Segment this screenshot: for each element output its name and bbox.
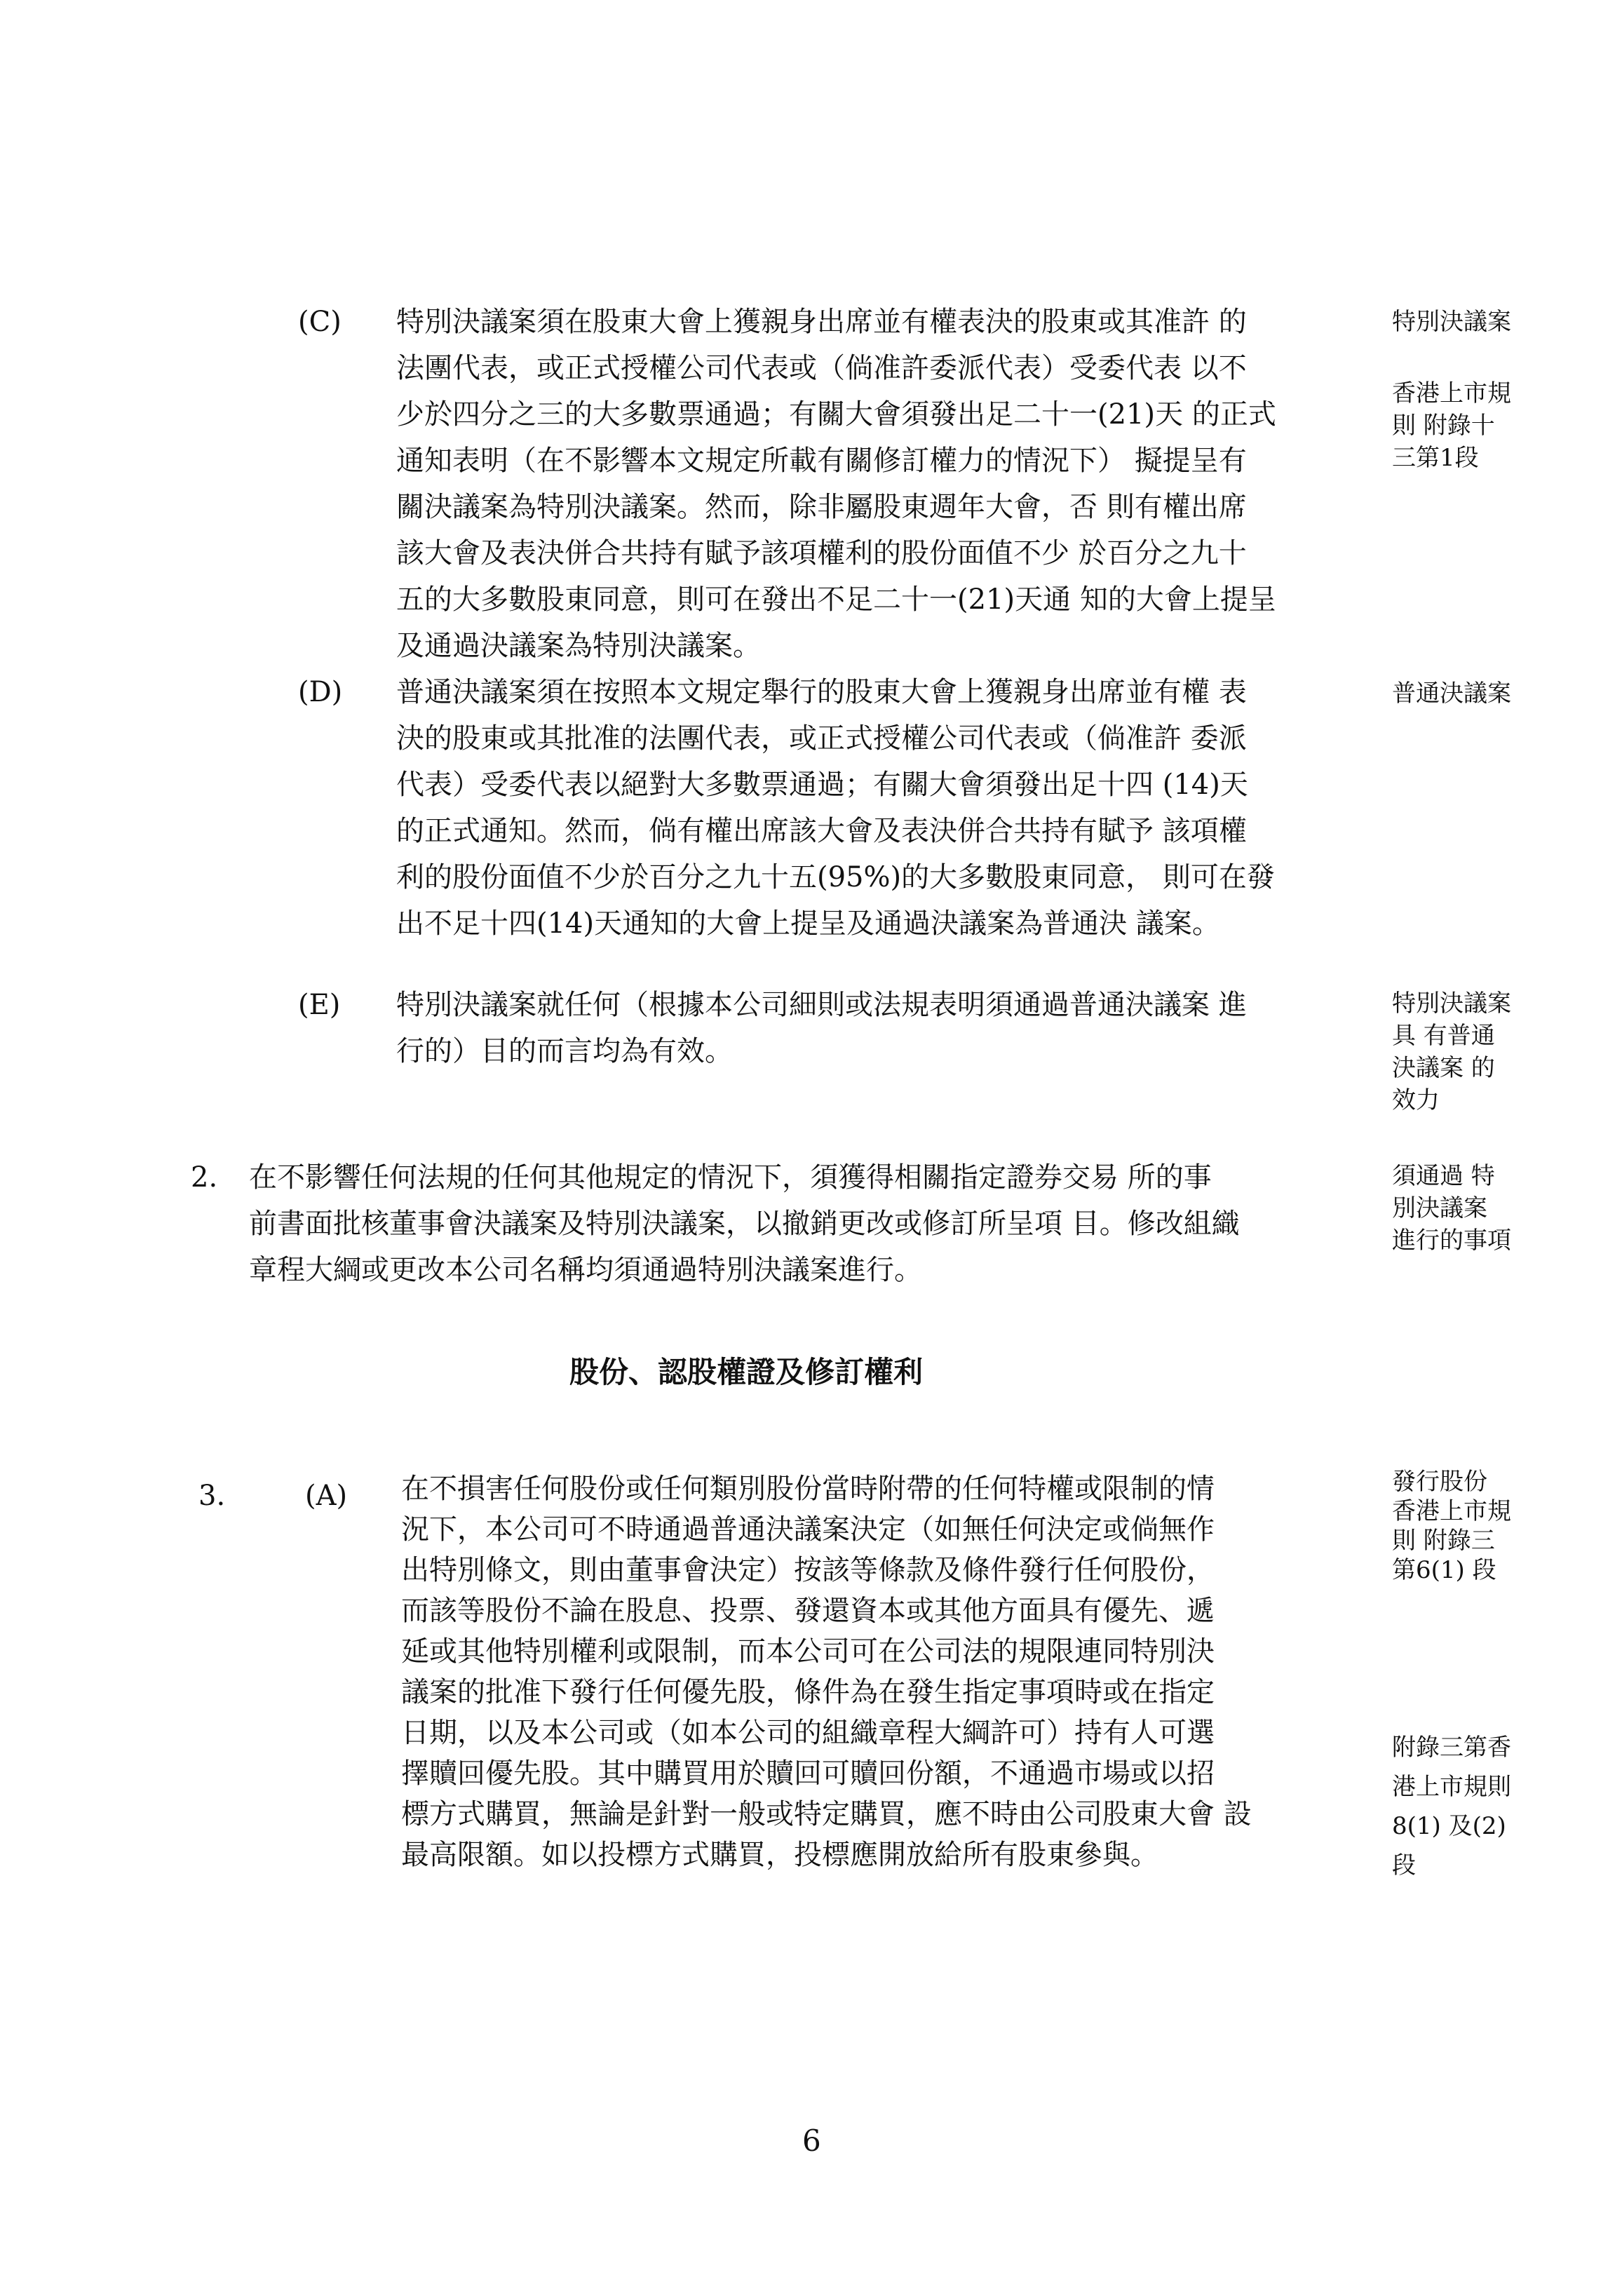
side-note-line: 特別決議案 — [1392, 990, 1511, 1018]
side-note-line: 香港上市規 — [1392, 1497, 1511, 1525]
side-note-line: 則 附錄三 — [1392, 1527, 1495, 1555]
clause-c-label: (C) — [298, 306, 342, 338]
side-note-line: 附錄三第香 — [1392, 1734, 1511, 1762]
page-number: 6 — [802, 2123, 821, 2158]
side-note-line: 港上市規則 — [1392, 1773, 1511, 1801]
text-line: 法團代表，或正式授權公司代表或（倘准許委派代表）受委代表 以不 — [396, 352, 1247, 384]
clause-3a-text — [401, 1468, 1341, 1875]
side-note-line: 8(1) 及(2) — [1392, 1812, 1506, 1840]
clause-d-label: (D) — [298, 676, 343, 708]
side-note-c-reference — [1392, 377, 1511, 474]
side-note-line: 別決議案 — [1392, 1194, 1487, 1222]
text-line: 擇贖回優先股。其中購買用於贖回可贖回份額，不通過市場或以招 — [401, 1757, 1215, 1790]
clause-d-text — [396, 669, 1336, 947]
clause-c-text — [396, 299, 1336, 669]
text-line: 而該等股份不論在股息、投票、發還資本或其他方面具有優先、遞 — [401, 1595, 1215, 1627]
text-line: 在不損害任何股份或任何類別股份當時附帶的任何特權或限制的情 — [401, 1473, 1215, 1505]
text-line: 代表）受委代表以絕對大多數票通過；有關大會須發出足十四 (14)天 — [396, 769, 1248, 801]
clause-2-number: 2. — [191, 1161, 218, 1194]
side-note-3a-issue — [1392, 1467, 1511, 1585]
side-note-line: 段 — [1392, 1851, 1416, 1879]
text-line: 況下，本公司可不時通過普通決議案決定（如無任何決定或倘無作 — [401, 1513, 1215, 1546]
side-note-2 — [1392, 1160, 1511, 1257]
text-line: 前書面批核董事會決議案及特別決議案，以撤銷更改或修訂所呈項 目。修改組織 — [249, 1208, 1240, 1240]
text-line: 特別決議案就任何（根據本公司細則或法規表明須通過普通決議案 進 — [396, 989, 1247, 1021]
side-note-line: 第6(1) 段 — [1392, 1556, 1496, 1584]
text-line: 利的股份面值不少於百分之九十五(95%)的大多數股東同意， 則可在發 — [396, 861, 1275, 893]
side-note-line: 特別決議案 — [1392, 308, 1511, 336]
side-note-c-title — [1392, 306, 1511, 338]
section-heading: 股份、認股權證及修訂權利 — [569, 1355, 924, 1389]
text-line: 五的大多數股東同意，則可在發出不足二十一(21)天通 知的大會上提呈 — [396, 583, 1276, 616]
text-line: 日期，以及本公司或（如本公司的組織章程大綱許可）持有人可選 — [401, 1717, 1215, 1749]
clause-2-text — [249, 1154, 1343, 1293]
text-line: 出特別條文，則由董事會決定）按該等條款及條件發行任何股份， — [401, 1554, 1215, 1586]
clause-e-label: (E) — [298, 989, 341, 1021]
text-line: 關決議案為特別決議案。然而，除非屬股東週年大會，否 則有權出席 — [396, 491, 1247, 523]
text-line: 的正式通知。然而，倘有權出席該大會及表決併合共持有賦予 該項權 — [396, 815, 1247, 847]
text-line: 最高限額。如以投標方式購買，投標應開放給所有股東參與。 — [401, 1839, 1158, 1871]
text-line: 通知表明（在不影響本文規定所載有關修訂權力的情況下） 擬提呈有 — [396, 445, 1247, 477]
side-note-line: 效力 — [1392, 1086, 1440, 1114]
text-line: 在不影響任何法規的任何其他規定的情況下，須獲得相關指定證券交易 所的事 — [249, 1161, 1212, 1194]
text-line: 特別決議案須在股東大會上獲親身出席並有權表決的股東或其准許 的 — [396, 306, 1247, 338]
text-line: 行的）目的而言均為有效。 — [396, 1035, 733, 1067]
text-line: 延或其他特別權利或限制，而本公司可在公司法的規限連同特別決 — [401, 1635, 1215, 1668]
side-note-line: 普通決議案 — [1392, 680, 1511, 708]
side-note-line: 三第1段 — [1392, 444, 1479, 472]
side-note-line: 進行的事項 — [1392, 1227, 1511, 1255]
clause-3a-label: (A) — [305, 1480, 348, 1512]
side-note-line: 決議案 的 — [1392, 1054, 1495, 1082]
text-line: 普通決議案須在按照本文規定舉行的股東大會上獲親身出席並有權 表 — [396, 676, 1247, 708]
clause-3-number: 3. — [198, 1480, 226, 1512]
text-line: 議案的批准下發行任何優先股，條件為在發生指定事項時或在指定 — [401, 1676, 1215, 1708]
text-line: 該大會及表決併合共持有賦予該項權利的股份面值不少 於百分之九十 — [396, 537, 1247, 569]
text-line: 出不足十四(14)天通知的大會上提呈及通過決議案為普通決 議案。 — [396, 907, 1220, 940]
side-note-line: 須通過 特 — [1392, 1162, 1495, 1190]
side-note-line: 具 有普通 — [1392, 1022, 1495, 1050]
side-note-line: 發行股份 — [1392, 1468, 1487, 1496]
side-note-e — [1392, 987, 1511, 1116]
side-note-d — [1392, 677, 1511, 710]
side-note-line: 香港上市規 — [1392, 379, 1511, 407]
text-line: 標方式購買，無論是針對一般或特定購買，應不時由公司股東大會 設 — [401, 1798, 1252, 1830]
text-line: 少於四分之三的大多數票通過；有關大會須發出足二十一(21)天 的正式 — [396, 398, 1276, 431]
side-note-3a-reference — [1392, 1728, 1511, 1885]
text-line: 章程大綱或更改本公司名稱均須通過特別決議案進行。 — [249, 1254, 922, 1286]
text-line: 及通過決議案為特別決議案。 — [396, 630, 761, 662]
clause-e-text — [396, 982, 1336, 1074]
text-line: 決的股東或其批准的法團代表，或正式授權公司代表或（倘准許 委派 — [396, 722, 1247, 755]
side-note-line: 則 附錄十 — [1392, 412, 1495, 440]
